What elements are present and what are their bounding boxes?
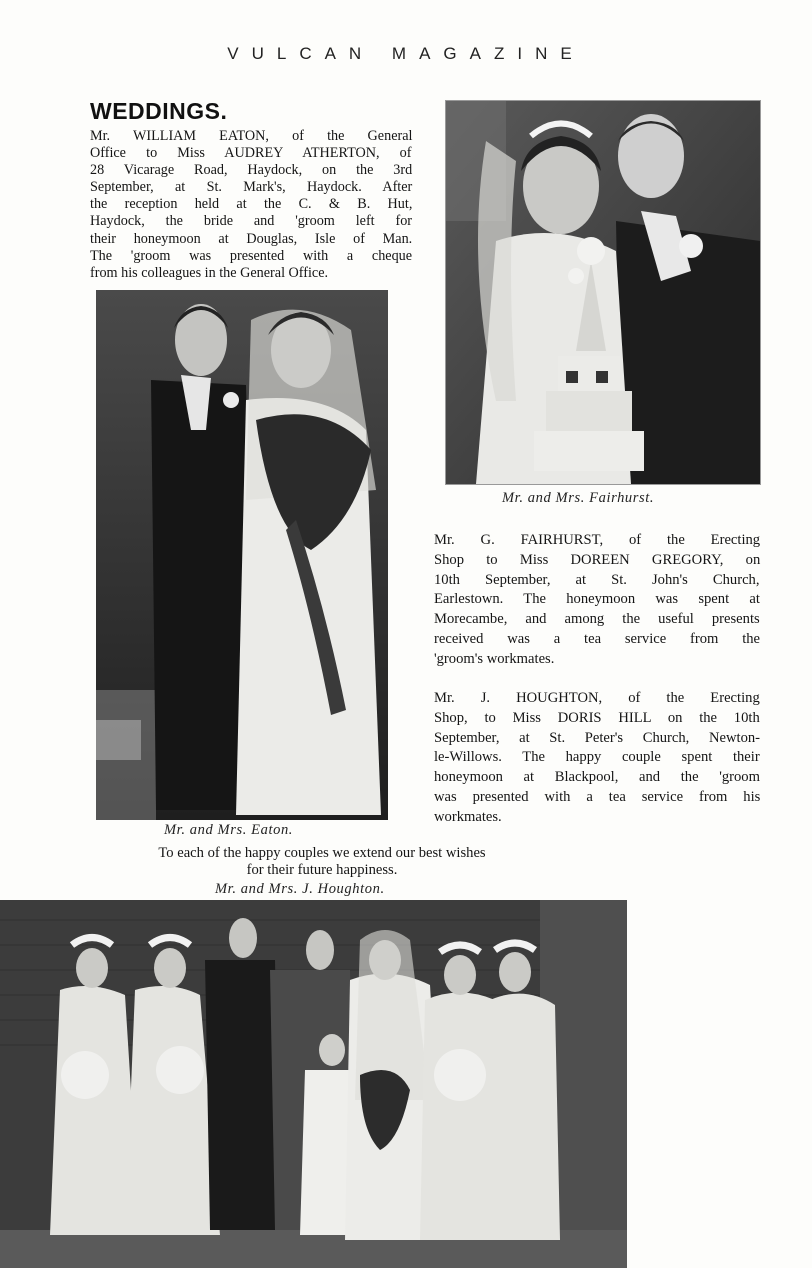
article-line: from his colleagues in the General Office.: [90, 264, 329, 281]
section-heading: WEDDINGS.: [90, 98, 228, 124]
caption-houghton: Mr. and Mrs. J. Houghton.: [215, 881, 385, 897]
article-line: received was a tea service from the: [434, 630, 761, 647]
photo-eaton: [96, 290, 388, 820]
article-line: 28 Vicarage Road, Haydock, on the 3rd: [90, 162, 413, 179]
article-line: Shop, to Miss DORIS HILL on the 10th: [434, 709, 760, 726]
article-line: Mr. J. HOUGHTON, of the Erecting: [434, 690, 760, 706]
article-line: The 'groom was presented with a cheque: [90, 247, 413, 264]
closing-line: for their future happiness.: [246, 862, 398, 878]
closing-line: To each of the happy couples we extend our best wishes: [158, 845, 486, 861]
article-eaton: [90, 128, 412, 282]
article-line: 'groom's workmates.: [434, 650, 555, 667]
magazine-title: VULCAN MAGAZINE: [227, 44, 585, 63]
caption-fairhurst: Mr. and Mrs. Fairhurst.: [502, 490, 655, 506]
closing-wishes: [96, 845, 548, 879]
article-line: Mr. WILLIAM EATON, of the General: [90, 128, 413, 144]
photo-fairhurst: [445, 100, 761, 485]
photo-eaton-illustration: [96, 290, 388, 820]
article-line: the reception held at the C. & B. Hut,: [90, 196, 413, 213]
article-line: was presented with a tea service from his: [434, 788, 761, 805]
article-line: Earlestown. The honeymoon was spent at: [434, 591, 760, 608]
article-line: Mr. G. FAIRHURST, of the Erecting: [434, 532, 761, 548]
photo-houghton-illustration: [0, 900, 627, 1268]
article-line: Morecambe, and among the useful presents: [434, 611, 760, 628]
article-line: their honeymoon at Douglas, Isle of Man.: [90, 230, 413, 247]
article-line: September, at St. Peter's Church, Newton-: [434, 729, 761, 746]
article-line: Haydock, the bride and 'groom left for: [90, 213, 413, 230]
caption-eaton: Mr. and Mrs. Eaton.: [164, 822, 294, 838]
article-line: September, at St. Mark's, Haydock. After: [90, 179, 413, 196]
article-houghton: [434, 689, 760, 828]
article-line: honeymoon at Blackpool, and the 'groom: [434, 769, 760, 786]
article-line: Shop to Miss DOREEN GREGORY, on: [434, 551, 761, 568]
photo-fairhurst-illustration: [446, 101, 760, 484]
photo-houghton: [0, 900, 627, 1268]
article-line: Office to Miss AUDREY ATHERTON, of: [90, 145, 412, 162]
article-line: 10th September, at St. John's Church,: [434, 571, 760, 588]
article-line: workmates.: [434, 808, 502, 825]
article-line: le-Willows. The happy couple spent their: [434, 749, 760, 766]
article-fairhurst: [434, 531, 760, 670]
